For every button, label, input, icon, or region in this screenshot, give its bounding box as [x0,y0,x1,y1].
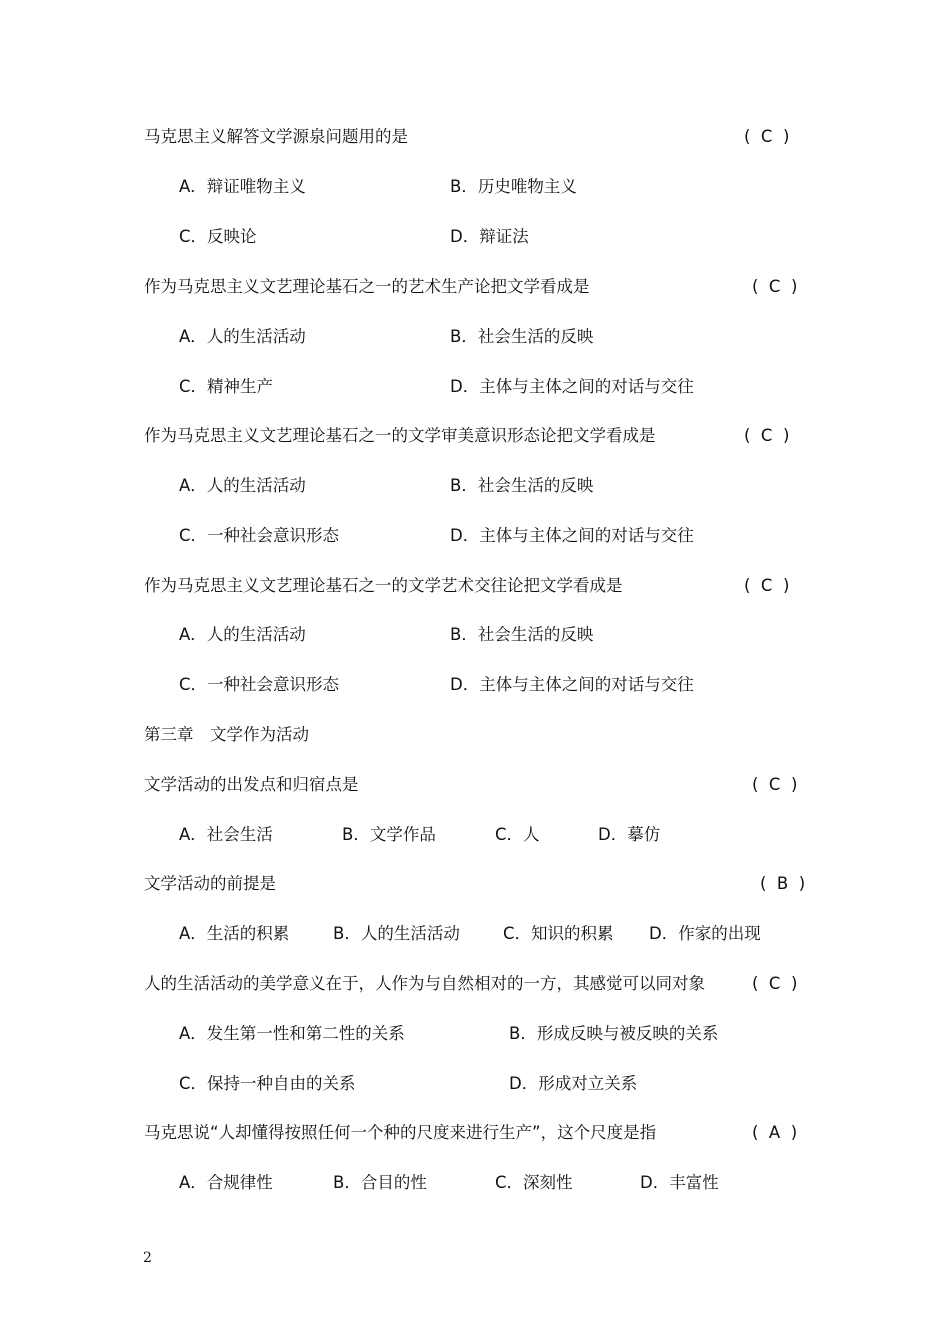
question-7-answer: ( C ) [752,974,798,993]
question-2-answer: ( C ) [752,277,798,296]
q2-option-d: D．主体与主体之间的对话与交往 [450,377,694,396]
q1-option-b: B．历史唯物主义 [450,177,577,196]
question-5-answer: ( C ) [752,775,798,794]
question-1-answer: ( C ) [744,127,790,146]
question-1: 马克思主义解答文学源泉问题用的是 [144,127,408,146]
q4-option-b: B．社会生活的反映 [450,625,594,644]
q5-option-a: A．社会生活 [179,825,273,844]
q8-option-c: C．深刻性 [495,1173,573,1192]
q6-option-d: D．作家的出现 [649,924,761,943]
q1-option-c: C．反映论 [179,227,257,246]
q2-option-a: A．人的生活活动 [179,327,306,346]
question-4-answer: ( C ) [744,576,790,595]
question-2: 作为马克思主义文艺理论基石之一的艺术生产论把文学看成是 [144,277,590,296]
q3-option-a: A．人的生活活动 [179,476,306,495]
page-number: 2 [143,1250,152,1266]
question-5: 文学活动的出发点和归宿点是 [144,775,359,794]
q6-option-c: C．知识的积累 [503,924,614,943]
q7-option-d: D．形成对立关系 [509,1074,638,1093]
q5-option-d: D．摹仿 [598,825,661,844]
q4-option-a: A．人的生活活动 [179,625,306,644]
q4-option-c: C．一种社会意识形态 [179,675,340,694]
question-6-answer: ( B ) [760,874,806,893]
question-7: 人的生活活动的美学意义在于，人作为与自然相对的一方，其感觉可以同对象 [144,974,705,993]
q3-option-b: B．社会生活的反映 [450,476,594,495]
chapter-heading: 第三章 文学作为活动 [144,725,309,744]
q7-option-b: B．形成反映与被反映的关系 [509,1024,719,1043]
question-6: 文学活动的前提是 [144,874,276,893]
q8-option-b: B．合目的性 [333,1173,427,1192]
q2-option-c: C．精神生产 [179,377,274,396]
q1-option-a: A．辩证唯物主义 [179,177,306,196]
q7-option-a: A．发生第一性和第二性的关系 [179,1024,405,1043]
q8-option-a: A．合规律性 [179,1173,273,1192]
q7-option-c: C．保持一种自由的关系 [179,1074,356,1093]
q1-option-d: D．辩证法 [450,227,529,246]
q5-option-c: C．人 [495,825,540,844]
q3-option-c: C．一种社会意识形态 [179,526,340,545]
q6-option-b: B．人的生活活动 [333,924,460,943]
q5-option-b: B．文学作品 [342,825,436,844]
question-8: 马克思说“人却懂得按照任何一个种的尺度来进行生产”，这个尺度是指 [144,1123,657,1142]
question-4: 作为马克思主义文艺理论基石之一的文学艺术交往论把文学看成是 [144,576,623,595]
q8-option-d: D．丰富性 [640,1173,719,1192]
q2-option-b: B．社会生活的反映 [450,327,594,346]
q3-option-d: D．主体与主体之间的对话与交往 [450,526,694,545]
question-3-answer: ( C ) [744,426,790,445]
question-8-answer: ( A ) [752,1123,798,1142]
q6-option-a: A．生活的积累 [179,924,290,943]
q4-option-d: D．主体与主体之间的对话与交往 [450,675,694,694]
question-3: 作为马克思主义文艺理论基石之一的文学审美意识形态论把文学看成是 [144,426,656,445]
